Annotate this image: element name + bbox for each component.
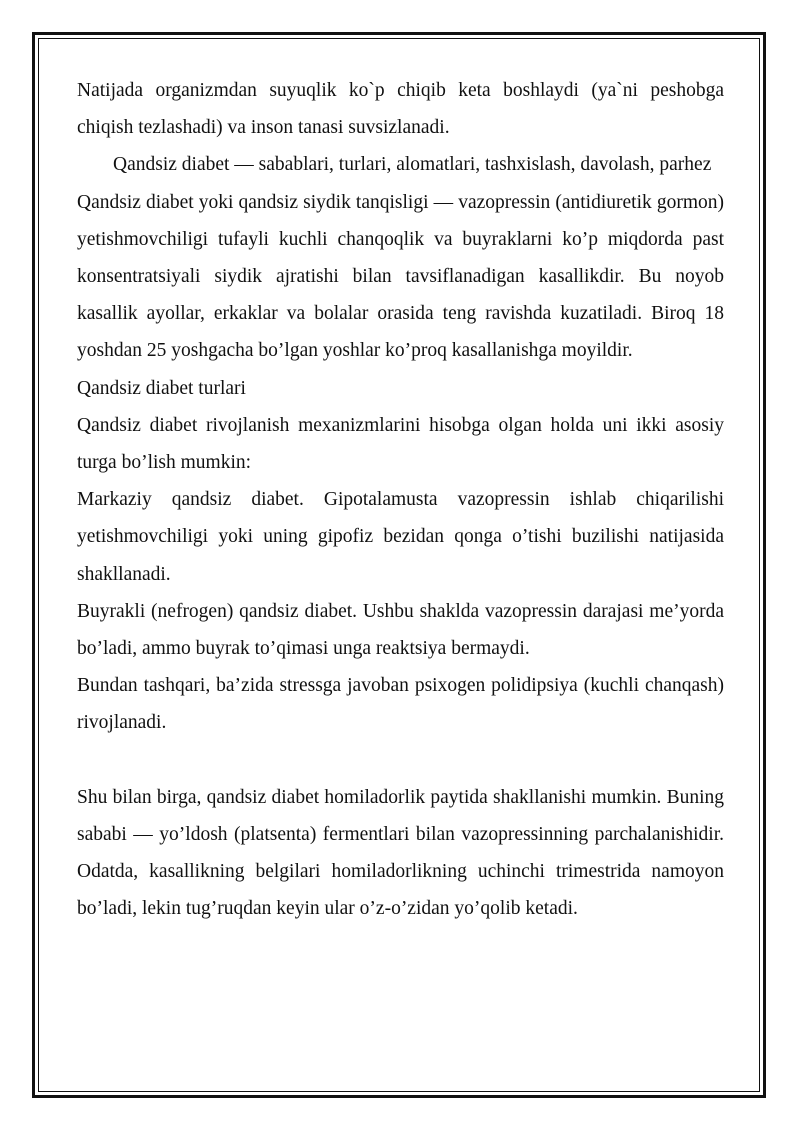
paragraph-psychogenic: Bundan tashqari, ba’zida stressga javoban psixogen polidipsiya (kuchli chanqash) rivojlanadi. bbox=[77, 675, 724, 734]
section-heading-types: Qandsiz diabet turlari bbox=[77, 377, 246, 399]
paragraph-central-type: Markaziy qandsiz diabet. Gipotalamusta vazopressin ishlab chiqarilishi yetishmovchiligi yoki uning gipofiz bezidan qonga o’tishi buzilishi natijasida shakllanadi. bbox=[77, 489, 724, 585]
paragraph-dehydration: Natijada organizmdan suyuqlik ko`p chiqib keta boshlaydi (ya`ni peshobga chiqish tezlashadi) va inson tanasi suvsizlanadi. bbox=[77, 80, 724, 139]
paragraph-definition: Qandsiz diabet yoki qandsiz siydik tanqisligi — vazopressin (antidiuretik gormon) yetishmovchiligi tufayli kuchli chanqoqlik va buyraklarni ko’p miqdorda past konsentratsiyali siydik ajratishi bilan tavsiflanadigan kasallikdir. Bu noyob kasallik ayollar, erkaklar va bolalar orasida teng ravishda kuzatiladi. Biroq 18 yoshdan 25 yoshgacha bo’lgan yoshlar ko’proq kasallanishga moyildir. bbox=[77, 191, 724, 362]
document-body bbox=[77, 72, 724, 928]
blank-line bbox=[77, 742, 724, 779]
paragraph-nephrogenic-type: Buyrakli (nefrogen) qandsiz diabet. Ushbu shaklda vazopressin darajasi me’yorda bo’ladi, ammo buyrak to’qimasi unga reaktsiya bermaydi. bbox=[77, 600, 724, 660]
section-heading-diabetes-insipidus: Qandsiz diabet — sabablari, turlari, alomatlari, tashxislash, davolash, parhez bbox=[113, 154, 712, 176]
paragraph-types-intro: Qandsiz diabet rivojlanish mexanizmlarini hisobga olgan holda uni ikki asosiy turga bo’lish mumkin: bbox=[77, 414, 724, 474]
paragraph-pregnancy: Shu bilan birga, qandsiz diabet homiladorlik paytida shakllanishi mumkin. Buning sababi — yo’ldosh (platsenta) fermentlari bilan vazopressinning parchalanishidir. Odatda, kasallikning belgilari homiladorlikning uchinchi trimestrida namoyon bo’ladi, lekin tug’ruqdan keyin ular o’z-o’zidan yo’qolib ketadi. bbox=[77, 786, 724, 920]
